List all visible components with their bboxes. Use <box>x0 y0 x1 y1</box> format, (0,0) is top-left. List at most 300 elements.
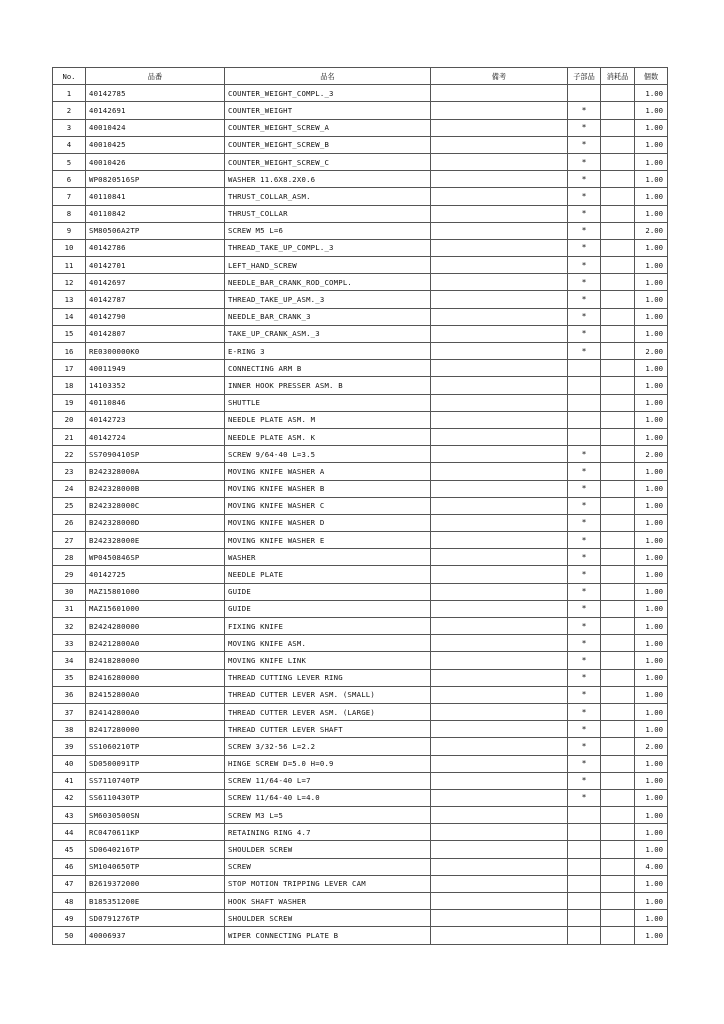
cell-remarks <box>431 927 568 944</box>
table-row <box>53 772 668 789</box>
cell-remarks <box>431 669 568 686</box>
cell-quantity: 1.00 <box>635 755 668 772</box>
cell-consumable-mark <box>601 910 635 927</box>
table-row <box>53 480 668 497</box>
cell-no: 10 <box>53 239 86 256</box>
cell-no: 44 <box>53 824 86 841</box>
cell-remarks <box>431 343 568 360</box>
cell-quantity: 1.00 <box>635 102 668 119</box>
cell-quantity: 1.00 <box>635 377 668 394</box>
cell-subpart-mark: * <box>568 343 601 360</box>
cell-part-number: B24212800A0 <box>86 635 225 652</box>
cell-quantity: 1.00 <box>635 566 668 583</box>
cell-consumable-mark <box>601 343 635 360</box>
cell-remarks <box>431 514 568 531</box>
col-header-remarks: 備考 <box>431 68 568 85</box>
cell-consumable-mark <box>601 171 635 188</box>
cell-part-number: 40142790 <box>86 308 225 325</box>
cell-no: 11 <box>53 257 86 274</box>
table-row <box>53 119 668 136</box>
cell-quantity: 1.00 <box>635 239 668 256</box>
cell-consumable-mark <box>601 721 635 738</box>
cell-part-number: RE0300000K0 <box>86 343 225 360</box>
cell-subpart-mark <box>568 927 601 944</box>
cell-no: 20 <box>53 411 86 428</box>
table-row <box>53 514 668 531</box>
cell-consumable-mark <box>601 85 635 102</box>
cell-subpart-mark: * <box>568 325 601 342</box>
cell-no: 1 <box>53 85 86 102</box>
cell-consumable-mark <box>601 532 635 549</box>
cell-subpart-mark <box>568 394 601 411</box>
cell-part-number: B242328000B <box>86 480 225 497</box>
table-row <box>53 446 668 463</box>
cell-no: 43 <box>53 807 86 824</box>
table-row <box>53 222 668 239</box>
cell-consumable-mark <box>601 497 635 514</box>
cell-consumable-mark <box>601 893 635 910</box>
cell-no: 12 <box>53 274 86 291</box>
cell-remarks <box>431 257 568 274</box>
cell-consumable-mark <box>601 652 635 669</box>
cell-no: 48 <box>53 893 86 910</box>
cell-part-number: B2416280000 <box>86 669 225 686</box>
cell-consumable-mark <box>601 239 635 256</box>
cell-no: 29 <box>53 566 86 583</box>
cell-quantity: 1.00 <box>635 394 668 411</box>
table-row <box>53 153 668 170</box>
cell-part-number: SM6030500SN <box>86 807 225 824</box>
cell-consumable-mark <box>601 514 635 531</box>
cell-part-number: 14103352 <box>86 377 225 394</box>
cell-remarks <box>431 205 568 222</box>
cell-consumable-mark <box>601 136 635 153</box>
cell-no: 5 <box>53 153 86 170</box>
cell-subpart-mark: * <box>568 463 601 480</box>
cell-no: 49 <box>53 910 86 927</box>
cell-part-number: SM1040650TP <box>86 858 225 875</box>
cell-remarks <box>431 755 568 772</box>
cell-consumable-mark <box>601 841 635 858</box>
cell-part-name: MOVING KNIFE WASHER C <box>225 497 431 514</box>
cell-quantity: 1.00 <box>635 549 668 566</box>
cell-remarks <box>431 532 568 549</box>
cell-no: 8 <box>53 205 86 222</box>
cell-part-name: RETAINING RING 4.7 <box>225 824 431 841</box>
cell-part-number: SS7090410SP <box>86 446 225 463</box>
cell-part-name: COUNTER_WEIGHT_SCREW_B <box>225 136 431 153</box>
cell-part-name: MOVING KNIFE LINK <box>225 652 431 669</box>
cell-quantity: 1.00 <box>635 927 668 944</box>
cell-quantity: 1.00 <box>635 635 668 652</box>
cell-part-name: THREAD CUTTER LEVER ASM. (LARGE) <box>225 703 431 720</box>
cell-part-name: NEEDLE_BAR_CRANK_3 <box>225 308 431 325</box>
cell-part-name: SHOULDER SCREW <box>225 910 431 927</box>
cell-subpart-mark: * <box>568 618 601 635</box>
cell-consumable-mark <box>601 858 635 875</box>
cell-quantity: 1.00 <box>635 824 668 841</box>
cell-part-number: 40142786 <box>86 239 225 256</box>
cell-part-name: THRUST_COLLAR <box>225 205 431 222</box>
table-row <box>53 841 668 858</box>
cell-no: 18 <box>53 377 86 394</box>
cell-consumable-mark <box>601 377 635 394</box>
cell-consumable-mark <box>601 188 635 205</box>
cell-part-number: SS1060210TP <box>86 738 225 755</box>
cell-no: 50 <box>53 927 86 944</box>
cell-remarks <box>431 686 568 703</box>
table-row <box>53 893 668 910</box>
cell-part-number: SD0791276TP <box>86 910 225 927</box>
table-row <box>53 239 668 256</box>
cell-part-name: FIXING KNIFE <box>225 618 431 635</box>
col-header-subpart: 子部品 <box>568 68 601 85</box>
cell-subpart-mark: * <box>568 171 601 188</box>
cell-no: 35 <box>53 669 86 686</box>
cell-quantity: 1.00 <box>635 257 668 274</box>
cell-subpart-mark <box>568 428 601 445</box>
cell-remarks <box>431 377 568 394</box>
cell-consumable-mark <box>601 772 635 789</box>
cell-remarks <box>431 291 568 308</box>
cell-consumable-mark <box>601 635 635 652</box>
cell-part-name: INNER HOOK PRESSER ASM. B <box>225 377 431 394</box>
table-row <box>53 652 668 669</box>
cell-quantity: 1.00 <box>635 411 668 428</box>
cell-part-number: B2418280000 <box>86 652 225 669</box>
table-row <box>53 205 668 222</box>
cell-subpart-mark: * <box>568 549 601 566</box>
cell-quantity: 1.00 <box>635 721 668 738</box>
table-row <box>53 566 668 583</box>
table-row <box>53 824 668 841</box>
cell-remarks <box>431 274 568 291</box>
cell-remarks <box>431 618 568 635</box>
cell-quantity: 1.00 <box>635 188 668 205</box>
cell-part-number: MAZ15601000 <box>86 600 225 617</box>
cell-consumable-mark <box>601 927 635 944</box>
cell-subpart-mark: * <box>568 205 601 222</box>
cell-consumable-mark <box>601 274 635 291</box>
cell-part-number: B2619372000 <box>86 875 225 892</box>
cell-remarks <box>431 807 568 824</box>
cell-part-name: MOVING KNIFE WASHER E <box>225 532 431 549</box>
table-row <box>53 102 668 119</box>
cell-remarks <box>431 239 568 256</box>
cell-part-name: COUNTER_WEIGHT_SCREW_A <box>225 119 431 136</box>
cell-no: 13 <box>53 291 86 308</box>
cell-no: 17 <box>53 360 86 377</box>
col-header-part-name: 品名 <box>225 68 431 85</box>
cell-consumable-mark <box>601 308 635 325</box>
table-row <box>53 738 668 755</box>
cell-subpart-mark: * <box>568 291 601 308</box>
cell-subpart-mark <box>568 824 601 841</box>
cell-no: 16 <box>53 343 86 360</box>
cell-subpart-mark <box>568 377 601 394</box>
cell-part-name: WIPER CONNECTING PLATE B <box>225 927 431 944</box>
cell-quantity: 1.00 <box>635 514 668 531</box>
cell-part-name: GUIDE <box>225 583 431 600</box>
cell-no: 14 <box>53 308 86 325</box>
cell-consumable-mark <box>601 153 635 170</box>
cell-remarks <box>431 789 568 806</box>
cell-quantity: 1.00 <box>635 686 668 703</box>
cell-no: 45 <box>53 841 86 858</box>
cell-part-number: 40142691 <box>86 102 225 119</box>
cell-remarks <box>431 480 568 497</box>
cell-consumable-mark <box>601 549 635 566</box>
cell-quantity: 1.00 <box>635 308 668 325</box>
cell-quantity: 1.00 <box>635 153 668 170</box>
cell-subpart-mark <box>568 858 601 875</box>
cell-quantity: 1.00 <box>635 274 668 291</box>
cell-quantity: 1.00 <box>635 875 668 892</box>
cell-part-name: SCREW 11/64-40 L=7 <box>225 772 431 789</box>
cell-consumable-mark <box>601 686 635 703</box>
table-row <box>53 618 668 635</box>
table-row <box>53 549 668 566</box>
cell-subpart-mark: * <box>568 566 601 583</box>
cell-no: 34 <box>53 652 86 669</box>
cell-remarks <box>431 858 568 875</box>
cell-quantity: 1.00 <box>635 428 668 445</box>
cell-subpart-mark <box>568 360 601 377</box>
cell-subpart-mark: * <box>568 703 601 720</box>
cell-subpart-mark <box>568 807 601 824</box>
table-row <box>53 532 668 549</box>
cell-subpart-mark: * <box>568 652 601 669</box>
cell-no: 39 <box>53 738 86 755</box>
table-row <box>53 274 668 291</box>
cell-subpart-mark <box>568 910 601 927</box>
table-row <box>53 583 668 600</box>
cell-quantity: 1.00 <box>635 360 668 377</box>
cell-subpart-mark: * <box>568 669 601 686</box>
cell-consumable-mark <box>601 566 635 583</box>
cell-subpart-mark: * <box>568 772 601 789</box>
cell-consumable-mark <box>601 291 635 308</box>
cell-part-number: 40142785 <box>86 85 225 102</box>
cell-part-name: COUNTER_WEIGHT <box>225 102 431 119</box>
cell-remarks <box>431 824 568 841</box>
cell-part-name: HINGE SCREW D=5.0 H=0.9 <box>225 755 431 772</box>
cell-quantity: 1.00 <box>635 171 668 188</box>
cell-subpart-mark: * <box>568 497 601 514</box>
col-header-part-number: 品番 <box>86 68 225 85</box>
cell-quantity: 1.00 <box>635 463 668 480</box>
cell-subpart-mark: * <box>568 789 601 806</box>
table-row <box>53 703 668 720</box>
cell-remarks <box>431 549 568 566</box>
cell-part-number: B242328000A <box>86 463 225 480</box>
table-row <box>53 721 668 738</box>
cell-subpart-mark: * <box>568 755 601 772</box>
cell-part-name: SCREW M5 L=6 <box>225 222 431 239</box>
cell-part-name: SCREW M3 L=5 <box>225 807 431 824</box>
cell-part-number: 40142724 <box>86 428 225 445</box>
cell-quantity: 1.00 <box>635 136 668 153</box>
cell-part-name: NEEDLE PLATE ASM. K <box>225 428 431 445</box>
cell-no: 26 <box>53 514 86 531</box>
table-row <box>53 807 668 824</box>
table-row <box>53 497 668 514</box>
cell-subpart-mark: * <box>568 257 601 274</box>
cell-remarks <box>431 566 568 583</box>
cell-part-number: B24142800A0 <box>86 703 225 720</box>
cell-no: 30 <box>53 583 86 600</box>
cell-no: 28 <box>53 549 86 566</box>
cell-part-number: SS7110740TP <box>86 772 225 789</box>
cell-remarks <box>431 308 568 325</box>
cell-remarks <box>431 772 568 789</box>
cell-remarks <box>431 171 568 188</box>
cell-consumable-mark <box>601 446 635 463</box>
cell-part-number: SD0500091TP <box>86 755 225 772</box>
cell-consumable-mark <box>601 618 635 635</box>
table-row <box>53 136 668 153</box>
cell-part-name: WASHER 11.6X8.2X0.6 <box>225 171 431 188</box>
table-row <box>53 188 668 205</box>
cell-remarks <box>431 497 568 514</box>
cell-subpart-mark: * <box>568 136 601 153</box>
cell-remarks <box>431 102 568 119</box>
cell-part-name: GUIDE <box>225 600 431 617</box>
cell-part-number: 40010425 <box>86 136 225 153</box>
cell-consumable-mark <box>601 669 635 686</box>
cell-part-number: 40010426 <box>86 153 225 170</box>
cell-part-number: 40142701 <box>86 257 225 274</box>
cell-quantity: 1.00 <box>635 583 668 600</box>
cell-part-number: 40110842 <box>86 205 225 222</box>
cell-no: 15 <box>53 325 86 342</box>
cell-subpart-mark: * <box>568 532 601 549</box>
cell-remarks <box>431 583 568 600</box>
cell-no: 9 <box>53 222 86 239</box>
cell-part-number: 40110841 <box>86 188 225 205</box>
cell-quantity: 4.00 <box>635 858 668 875</box>
cell-quantity: 1.00 <box>635 205 668 222</box>
cell-part-name: MOVING KNIFE ASM. <box>225 635 431 652</box>
cell-subpart-mark: * <box>568 480 601 497</box>
cell-remarks <box>431 446 568 463</box>
cell-no: 4 <box>53 136 86 153</box>
cell-subpart-mark: * <box>568 119 601 136</box>
table-row <box>53 325 668 342</box>
cell-quantity: 1.00 <box>635 480 668 497</box>
cell-part-name: THREAD_TAKE_UP_COMPL._3 <box>225 239 431 256</box>
cell-part-number: 40142725 <box>86 566 225 583</box>
cell-quantity: 1.00 <box>635 119 668 136</box>
cell-part-name: THREAD CUTTING LEVER RING <box>225 669 431 686</box>
table-row <box>53 257 668 274</box>
cell-subpart-mark: * <box>568 686 601 703</box>
cell-part-name: STOP MOTION TRIPPING LEVER CAM <box>225 875 431 892</box>
cell-part-number: B24152800A0 <box>86 686 225 703</box>
cell-remarks <box>431 463 568 480</box>
cell-remarks <box>431 360 568 377</box>
cell-part-number: 40142697 <box>86 274 225 291</box>
cell-part-number: 40006937 <box>86 927 225 944</box>
cell-remarks <box>431 153 568 170</box>
table-row <box>53 308 668 325</box>
cell-consumable-mark <box>601 755 635 772</box>
cell-consumable-mark <box>601 789 635 806</box>
cell-remarks <box>431 119 568 136</box>
cell-part-name: NEEDLE PLATE ASM. M <box>225 411 431 428</box>
cell-part-number: RC0470611KP <box>86 824 225 841</box>
cell-quantity: 1.00 <box>635 325 668 342</box>
cell-quantity: 1.00 <box>635 652 668 669</box>
table-row <box>53 635 668 652</box>
cell-part-name: SHUTTLE <box>225 394 431 411</box>
cell-no: 21 <box>53 428 86 445</box>
cell-no: 40 <box>53 755 86 772</box>
col-header-quantity: 個数 <box>635 68 668 85</box>
cell-subpart-mark: * <box>568 153 601 170</box>
cell-part-number: B2417280000 <box>86 721 225 738</box>
cell-part-number: 40011949 <box>86 360 225 377</box>
cell-part-name: SHOULDER SCREW <box>225 841 431 858</box>
table-row <box>53 910 668 927</box>
cell-quantity: 1.00 <box>635 841 668 858</box>
cell-part-number: 40142787 <box>86 291 225 308</box>
cell-consumable-mark <box>601 703 635 720</box>
cell-consumable-mark <box>601 119 635 136</box>
table-row <box>53 927 668 944</box>
cell-subpart-mark: * <box>568 600 601 617</box>
table-row <box>53 343 668 360</box>
cell-quantity: 2.00 <box>635 222 668 239</box>
cell-part-name: E-RING 3 <box>225 343 431 360</box>
cell-part-name: MOVING KNIFE WASHER A <box>225 463 431 480</box>
cell-subpart-mark: * <box>568 102 601 119</box>
table-row <box>53 377 668 394</box>
cell-remarks <box>431 600 568 617</box>
cell-remarks <box>431 394 568 411</box>
cell-quantity: 1.00 <box>635 893 668 910</box>
cell-part-name: TAKE_UP_CRANK_ASM._3 <box>225 325 431 342</box>
cell-part-number: SD0640216TP <box>86 841 225 858</box>
cell-no: 37 <box>53 703 86 720</box>
cell-consumable-mark <box>601 428 635 445</box>
table-row <box>53 360 668 377</box>
cell-no: 24 <box>53 480 86 497</box>
cell-consumable-mark <box>601 325 635 342</box>
cell-part-name: SCREW 9/64-40 L=3.5 <box>225 446 431 463</box>
cell-part-number: 40010424 <box>86 119 225 136</box>
cell-part-number: 40142807 <box>86 325 225 342</box>
cell-consumable-mark <box>601 102 635 119</box>
cell-consumable-mark <box>601 205 635 222</box>
cell-remarks <box>431 652 568 669</box>
cell-consumable-mark <box>601 807 635 824</box>
cell-quantity: 1.00 <box>635 532 668 549</box>
cell-remarks <box>431 325 568 342</box>
cell-remarks <box>431 136 568 153</box>
cell-consumable-mark <box>601 824 635 841</box>
cell-no: 2 <box>53 102 86 119</box>
cell-quantity: 1.00 <box>635 807 668 824</box>
cell-no: 47 <box>53 875 86 892</box>
cell-part-name: CONNECTING ARM B <box>225 360 431 377</box>
cell-part-name: THREAD_TAKE_UP_ASM._3 <box>225 291 431 308</box>
cell-part-name: COUNTER_WEIGHT_SCREW_C <box>225 153 431 170</box>
table-row <box>53 858 668 875</box>
cell-quantity: 2.00 <box>635 343 668 360</box>
col-header-consumable: 消耗品 <box>601 68 635 85</box>
cell-quantity: 2.00 <box>635 446 668 463</box>
